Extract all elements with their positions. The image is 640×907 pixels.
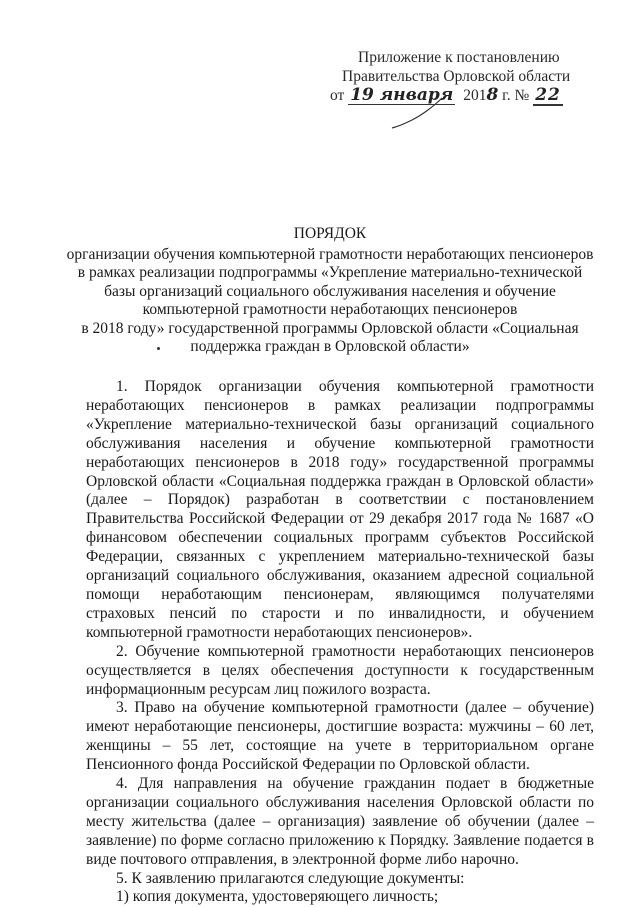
title-heading: ПОРЯДОК: [293, 225, 367, 242]
appendix-date-row: [330, 86, 590, 106]
paragraph-5: 5. К заявлению прилагаются следующие документы:: [116, 869, 465, 887]
title-line: организации обучения компьютерной грамотности неработающих пенсионеров: [66, 245, 594, 263]
document-title: [60, 225, 600, 357]
scan-dot-mark: [157, 347, 160, 350]
from-prefix: от: [330, 87, 345, 104]
appendix-header: [330, 48, 590, 106]
paragraph-1: 1. Порядок организации обучения компьютерной грамотности неработающих пенсионеров в рамках реализации подпрограммы «Укрепление материально-технической базы организаций социального обслуживания населения и обучение компьютерной грамотности неработающих пенсионеров в 2018 году» государственной программы Орловской области «Социальная поддержка граждан в Орловской области» (далее – Порядок) разработан в соответствии с постановлением Правительства Российской Федерации от 29 декабря 2017 года № 1687 «О финансовом обеспечении социальных программ субъектов Российской Федерации, связанных с укреплением материально-технической базы организаций социального обслуживания, оказанием адресной социальной помощи неработающим пенсионерам, являющимся получателями страховых пенсий по старости и по инвалидности, и обучением компьютерной грамотности неработающих пенсионеров».: [86, 378, 594, 641]
paragraph-5-item-1: 1) копия документа, удостоверяющего личность;: [116, 888, 439, 906]
paragraph-4: 4. Для направления на обучение гражданин подает в бюджетные организации социального обслуживания населения Орловской области по месту жительства (далее – организация) заявление об обучении (далее – заявление) по форме согласно приложению к Порядку. Заявление подается в виде почтового отправления, в электронной форме либо нарочно.: [86, 775, 594, 868]
title-line: базы организаций социального обслуживания населения и обучение: [104, 282, 556, 300]
handwritten-year-digit: 8: [486, 85, 499, 105]
paragraph-2: 2. Обучение компьютерной грамотности неработающих пенсионеров осуществляется в целях обеспечения доступности к государственным информационным ресурсам лиц пожилого возраста.: [86, 642, 594, 698]
document-body: [86, 378, 594, 907]
title-line: компьютерной грамотности неработающих пенсионеров: [142, 301, 518, 318]
title-line: в рамках реализации подпрограммы «Укрепление материально-технической: [77, 264, 583, 281]
signature-flourish-icon: [384, 96, 444, 130]
year-prefix: 201: [463, 87, 487, 104]
title-line: в 2018 году» государственной программы Орловской области «Социальная: [81, 319, 579, 337]
handwritten-date: 19 января: [350, 85, 454, 105]
appendix-line-1: Приложение к постановлению: [358, 49, 560, 66]
year-suffix: г. №: [502, 87, 530, 104]
appendix-line-2: Правительства Орловской области: [342, 68, 571, 85]
paragraph-3: 3. Право на обучение компьютерной грамотности (далее – обучение) имеют неработающие пенсионеры, достигшие возраста: мужчины – 60 лет, женщины – 55 лет, состоящие на учете в территориальном органе Пенсионного фонда Российской Федерации по Орловской области.: [86, 699, 594, 774]
handwritten-number: 22: [535, 85, 561, 105]
title-line: поддержка граждан в Орловской области»: [190, 338, 470, 355]
